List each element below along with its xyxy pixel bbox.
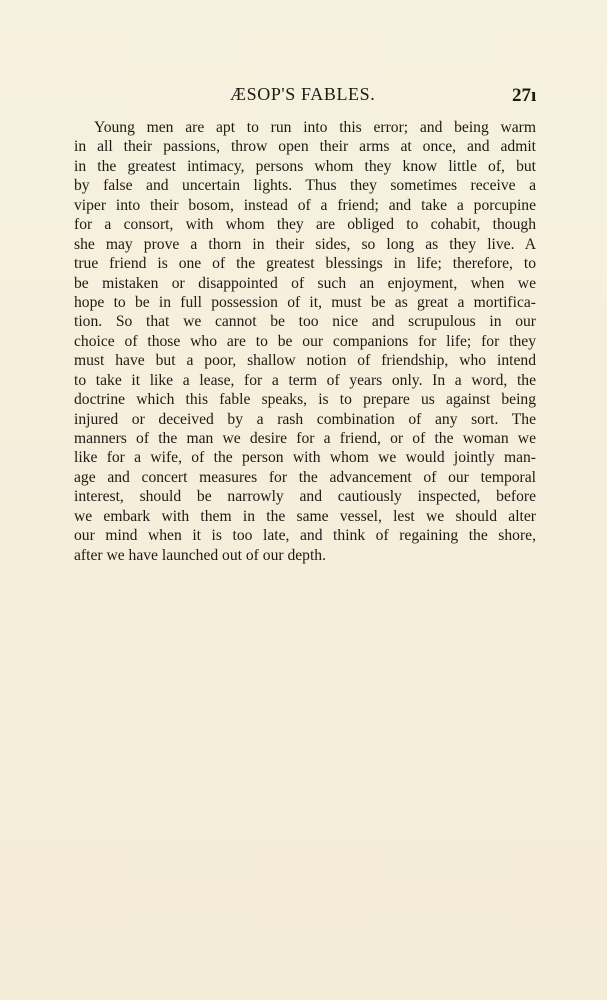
text-line: true friend is one of the greatest blessings in life; therefore, to — [74, 255, 536, 273]
text-line: hope to be in full possession of it, must be as great a mortifica- — [74, 293, 536, 311]
text-line: for a consort, with whom they are obliged to cohabit, though — [74, 216, 536, 234]
page-header — [0, 84, 607, 108]
body-paragraph — [74, 118, 536, 565]
text-line: our mind when it is too late, and think of regaining the shore, — [74, 527, 536, 545]
text-line: must have but a poor, shallow notion of friendship, who intend — [74, 352, 536, 370]
running-head: ÆSOP'S FABLES. — [230, 84, 376, 104]
text-line: tion. So that we cannot be too nice and scrupulous in our — [74, 313, 536, 331]
text-line: like for a wife, of the person with whom we would jointly man- — [74, 449, 536, 467]
text-line: after we have launched out of our depth. — [74, 546, 326, 564]
text-line: to take it like a lease, for a term of years only. In a word, the — [74, 371, 536, 389]
text-line: injured or deceived by a rash combination of any sort. The — [74, 410, 536, 428]
page-number: 27ı — [512, 85, 537, 106]
text-line: choice of those who are to be our companions for life; for they — [74, 332, 536, 350]
text-line: viper into their bosom, instead of a friend; and take a porcupine — [74, 196, 536, 214]
text-line: we embark with them in the same vessel, lest we should alter — [74, 507, 536, 525]
text-line: by false and uncertain lights. Thus they sometimes receive a — [74, 177, 536, 195]
text-line: Young men are apt to run into this error; and being warm — [94, 119, 536, 136]
text-line: be mistaken or disappointed of such an enjoyment, when we — [74, 274, 536, 292]
text-line: in the greatest intimacy, persons whom they know little of, but — [74, 157, 536, 175]
text-line: in all their passions, throw open their arms at once, and admit — [74, 138, 536, 156]
text-line: interest, should be narrowly and cautiously inspected, before — [74, 488, 536, 506]
text-line: doctrine which this fable speaks, is to prepare us against being — [74, 391, 536, 409]
text-line: manners of the man we desire for a friend, or of the woman we — [74, 430, 536, 447]
text-line: age and concert measures for the advancement of our temporal — [74, 468, 536, 486]
text-line: she may prove a thorn in their sides, so long as they live. A — [74, 235, 536, 253]
